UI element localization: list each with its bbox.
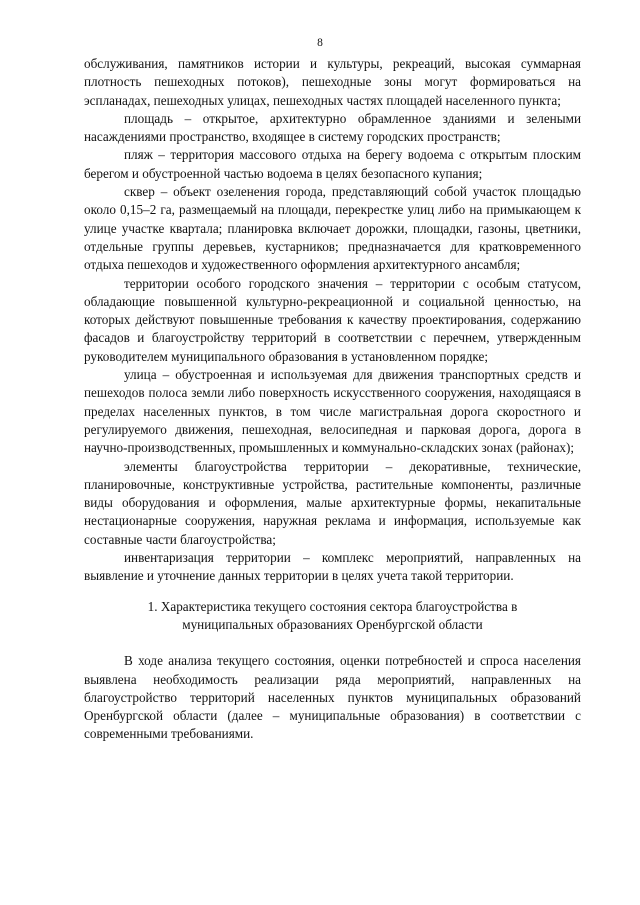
paragraph-special-territories-definition: территории особого городского значения – территории с особым статусом, обладающие повышенной культурно-рекреационной и социальной ценностью, на которых действуют повышенные требования к качеству проектирования, содержанию фасадов и благоустройству территорий в соответствии с перечнем, утвержденным руководителем муниципального образования в установленном порядке;	[84, 275, 581, 364]
paragraph-inventory-definition: инвентаризация территории – комплекс мероприятий, направленных на выявление и уточнение данных территории в целях учета такой территории.	[84, 550, 581, 584]
paragraph-public-garden-definition: сквер – объект озеленения города, представляющий собой участок площадью около 0,15–2 га, размещаемый на площади, перекрестке улиц либо на примыкающем к улице участке квартала; планировка включает дорожки, площадки, газоны, цветники, отдельные группы деревьев, кустарников; предназначается для кратковременного отдыха пешеходов и художественного оформления архитектурного ансамбля;	[84, 184, 581, 273]
paragraph-beach-definition: пляж – территория массового отдыха на берегу водоема с открытым плоским берегом и обустроенной частью водоема в целях безопасного купания;	[84, 147, 581, 181]
document-body	[84, 55, 581, 744]
spacer	[84, 634, 581, 652]
section-heading-line-1: 1. Характеристика текущего состояния сектора благоустройства в	[147, 598, 518, 614]
section-heading-line-2: муниципальных образованиях Оренбургской области	[182, 616, 483, 632]
page-number: 8	[317, 37, 323, 49]
paragraph-analysis-summary: В ходе анализа текущего состояния, оценки потребностей и спроса населения выявлена необходимость реализации ряда мероприятий, направленных на благоустройство территорий населенных пунктов муниципальных образований Оренбургской области (далее – муниципальные образования) в соответствии с современными требованиями.	[84, 653, 581, 742]
section-heading	[84, 598, 581, 635]
paragraph-street-definition: улица – обустроенная и используемая для движения транспортных средств и пешеходов полоса земли либо поверхность искусственного сооружения, находящаяся в пределах населенных пунктов, в том числе магистральная дорога скоростного и регулируемого движения, пешеходная, велосипедная и парковая дорога, дорога в научно-производственных, промышленных и коммунально-складских зонах (районах);	[84, 367, 581, 456]
paragraph-square-definition: площадь – открытое, архитектурно обрамленное зданиями и зелеными насаждениями пространство, входящее в систему городских пространств;	[84, 110, 581, 145]
paragraph-pedestrian-zones: обслуживания, памятников истории и культуры, рекреаций, высокая суммарная плотность пешеходных потоков), пешеходные зоны могут формироваться на эспланадах, пешеходных улицах, пешеходных частях площадей населенного пункта;	[84, 56, 581, 108]
paragraph-landscaping-elements-definition: элементы благоустройства территории – декоративные, технические, планировочные, конструктивные устройства, растительные компоненты, различные виды оборудования и оформления, малые архитектурные формы, некапитальные нестационарные сооружения, наружная реклама и информация, используемые как составные части благоустройства;	[84, 458, 581, 547]
